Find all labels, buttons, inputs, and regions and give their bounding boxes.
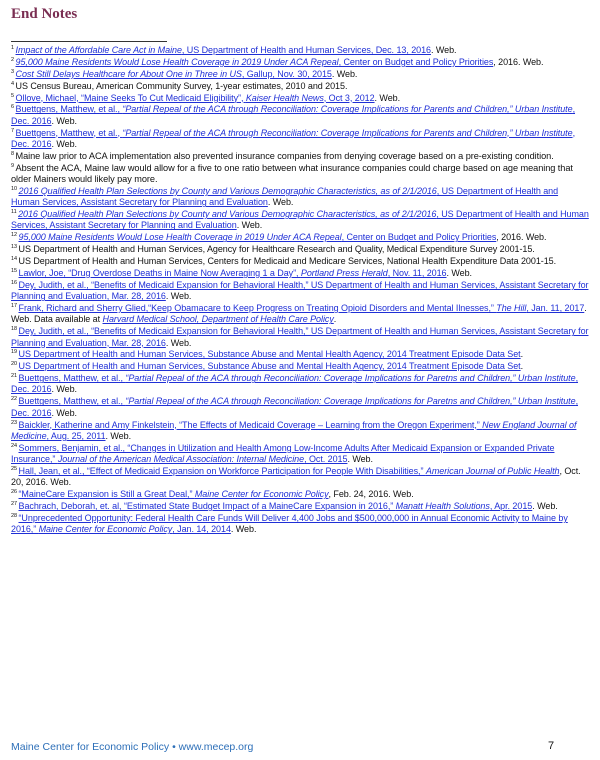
endnote-16 <box>11 280 589 303</box>
endnote-28 <box>11 513 589 536</box>
citation-link[interactable]: Maine Center for Economic Policy <box>194 489 329 500</box>
citation-link[interactable]: Dey, Judith, et al., “Benefits of Medicaid Expansion for Behavioral Health,” US Department of Health and Human Services, Assistant Secretary for Planning and Evaluation, Mar. 28, 2016 <box>11 326 589 348</box>
citation-text: . <box>520 349 524 360</box>
page-title: End Notes <box>11 6 78 22</box>
endnote-number: 8 <box>11 150 14 157</box>
endnote-5 <box>11 93 589 104</box>
citation-link[interactable]: “Partial Repeal of the ACA through Reconciliation: Coverage Implications for Paretns and Children,” Urban Institute <box>125 373 576 384</box>
citation-link[interactable]: Portland Press Herald <box>300 267 388 278</box>
endnote-number: 22 <box>11 396 17 403</box>
endnote-9 <box>11 163 589 186</box>
citation-link[interactable]: US Department of Health and Human Services, Substance Abuse and Mental Health Agency, 2014 Treatment Episode Data Set <box>18 349 521 360</box>
endnote-number: 28 <box>11 512 17 519</box>
endnote-15 <box>11 268 589 279</box>
citation-link[interactable]: , US Department of Health and Human Services, Dec. 13, 2016 <box>181 45 431 55</box>
endnote-number: 11 <box>11 209 17 216</box>
citation-text: . Web. <box>165 291 192 302</box>
endnote-number: 21 <box>11 373 17 380</box>
citation-link[interactable]: US Department of Health and Human Services, Substance Abuse and Mental Health Agency, 2014 Treatment Episode Data Set <box>18 361 521 372</box>
citation-text: . Web. <box>165 337 192 348</box>
citation-link[interactable]: Manatt Health Solutions <box>395 501 490 512</box>
citation-text: . Web. <box>374 92 401 103</box>
citation-link[interactable]: , Dec. 2016 <box>11 104 576 126</box>
endnote-number: 24 <box>11 442 17 449</box>
citation-link[interactable]: Kaiser Health News <box>245 92 324 103</box>
endnote-22 <box>11 396 589 419</box>
citation-link[interactable]: , Dec. 2016 <box>11 396 579 418</box>
endnote-number: 5 <box>11 92 14 99</box>
citation-link[interactable]: “Partial Repeal of the ACA through Reconciliation: Coverage Implications for Paretns and Children,” Urban Institute <box>125 396 576 407</box>
citation-text: . Web. <box>347 454 373 465</box>
citation-text: . Web. <box>230 524 257 535</box>
endnote-11 <box>11 209 589 232</box>
citation-link[interactable]: Sommers, Benjamin, et al., “Changes in Utilization and Health Among Low-Income Adults After Medicaid Expansion or Expanded Private Insurance,” <box>11 442 555 465</box>
endnote-number: 10 <box>11 185 17 192</box>
citation-link[interactable]: “Partial Repeal of the ACA through Reconciliation: Coverage Implications for Parents and Children,” Urban Institute <box>122 127 573 138</box>
endnote-26 <box>11 489 589 500</box>
citation-text: , 2016. Web. <box>496 232 547 243</box>
citation-link[interactable]: , Oct 3, 2012 <box>323 92 375 103</box>
citation-link[interactable]: Harvard Medical School, Department of Health Care Policy <box>102 314 334 325</box>
citation-link[interactable]: 95,000 Maine Residents Would Lose Health Coverage in 2019 Under ACA Repeal <box>15 56 339 67</box>
endnote-number: 19 <box>11 349 17 356</box>
citation-text: . Web. <box>51 138 77 149</box>
citation-text: . <box>333 314 337 325</box>
endnote-24 <box>11 443 589 466</box>
endnote-number: 16 <box>11 279 17 286</box>
citation-link[interactable]: Journal of the American Medical Association: Internal Medicine <box>57 454 305 465</box>
endnote-number: 4 <box>11 80 14 87</box>
citation-text: . Web. <box>267 197 294 208</box>
citation-link[interactable]: “Partial Repeal of the ACA through Reconciliation: Coverage Implications for Parents and Children,” Urban Institute <box>122 104 573 115</box>
endnote-3 <box>11 69 589 80</box>
citation-link[interactable]: , Center on Budget and Policy Priorities <box>338 56 494 67</box>
endnote-14 <box>11 256 589 267</box>
endnote-4 <box>11 81 589 92</box>
endnote-number: 6 <box>11 104 14 111</box>
citation-link[interactable]: Buettgens, Matthew, et al., <box>18 373 126 384</box>
endnote-13 <box>11 244 589 255</box>
citation-link[interactable]: 95,000 Maine Residents Would Lose Health Coverage in 2019 Under ACA Repeal <box>18 232 342 243</box>
endnote-number: 27 <box>11 501 17 508</box>
citation-text: . Web. <box>51 115 77 126</box>
citation-link[interactable]: Maine Center for Economic Policy <box>38 524 173 535</box>
endnote-number: 13 <box>11 244 17 251</box>
footer-org: Maine Center for Economic Policy • www.mecep.org <box>11 741 254 753</box>
citation-link[interactable]: “MaineCare Expansion is Still a Great Deal,” <box>18 489 195 500</box>
citation-link[interactable]: , Nov. 11, 2016 <box>387 267 447 278</box>
citation-text: . Web. <box>105 430 132 441</box>
endnote-27 <box>11 501 589 512</box>
citation-link[interactable]: , Gallup, Nov. 30, 2015 <box>241 68 332 79</box>
endnote-number: 14 <box>11 256 17 263</box>
citation-text: Absent the ACA, Maine law would allow for a five to one ratio between what insurance companies could charge based on age meaning that older Mainers would likely pay more. <box>11 162 573 185</box>
endnote-number: 26 <box>11 489 17 496</box>
endnote-21 <box>11 373 589 396</box>
citation-link[interactable]: , Aug. 25, 2011 <box>46 430 106 441</box>
citation-text: . Web. Data available at <box>11 303 587 325</box>
citation-link[interactable]: , Dec. 2016 <box>11 127 576 149</box>
endnote-number: 1 <box>11 45 14 51</box>
citation-link[interactable]: Buettgens, Matthew, et al., <box>15 104 123 115</box>
citation-link[interactable]: Cost Still Delays Healthcare for About One in Three in US <box>15 68 242 79</box>
endnote-25 <box>11 466 589 489</box>
citation-text: . Web. <box>51 407 77 418</box>
citation-link[interactable]: Dey, Judith, et al., “Benefits of Medicaid Expansion for Behavioral Health,” US Department of Health and Human Services, Assistant Secretary for Planning and Evaluation, Mar. 28, 2016 <box>11 279 589 302</box>
citation-link[interactable]: 2016 Qualified Health Plan Selections by County and Various Demographic Characteristics, as of 2/1/2016 <box>18 209 437 220</box>
citation-text: Maine law prior to ACA implementation also prevented insurance companies from denying coverage based on a pre-existing condition. <box>15 150 554 161</box>
citation-text: . <box>520 361 524 372</box>
endnote-number: 12 <box>11 232 17 239</box>
citation-text: , 2016. Web. <box>493 56 544 67</box>
citation-text: US Department of Health and Human Services, Agency for Healthcare Research and Quality, Medical Expenditure Survey 2001-15. <box>18 244 535 255</box>
citation-link[interactable]: American Journal of Public Health <box>425 465 560 476</box>
citation-link[interactable]: 2016 Qualified Health Plan Selections by County and Various Demographic Characteristics, as of 2/1/2016 <box>18 185 437 196</box>
citation-link[interactable]: , US Department of Health and Human Services, Assistant Secretary for Planning and Evaluation <box>11 185 559 208</box>
endnote-number: 2 <box>11 56 14 63</box>
citation-link[interactable]: Baickler, Katherine and Amy Finkelstein, “The Effects of Medicaid Coverage – Learning from the Oregon Experiment,” <box>18 419 483 430</box>
endnote-1 <box>11 45 589 56</box>
citation-text: US Department of Health and Human Services, Centers for Medicaid and Medicare Services, National Health Expenditure Data 2001-15. <box>18 256 557 267</box>
citation-text: . Web. <box>446 267 472 278</box>
citation-text: . Web. <box>331 68 358 79</box>
endnote-23 <box>11 420 589 443</box>
citation-link[interactable]: Frank, Richard and Sherry Glied,“Keep Obamacare to Keep Progress on Treating Opioid Disorders and Mental Ilnesses,” <box>18 303 497 314</box>
endnote-18 <box>11 326 589 349</box>
citation-link[interactable]: , US Department of Health and Human Services, Assistant Secretary for Planning and Evaluation <box>11 209 589 231</box>
endnote-2 <box>11 57 589 68</box>
citation-link[interactable]: , Center on Budget and Policy Priorities <box>341 232 497 243</box>
citation-link[interactable]: , Oct. 2015 <box>304 454 348 465</box>
endnote-number: 7 <box>11 127 14 134</box>
citation-text: . Web. <box>532 501 558 512</box>
endnote-number: 9 <box>11 162 14 169</box>
citation-link[interactable]: , Jan. 11, 2017 <box>526 303 585 314</box>
endnote-19 <box>11 349 589 360</box>
endnote-12 <box>11 232 589 243</box>
footnote-separator <box>11 41 167 42</box>
citation-link[interactable]: Buettgens, Matthew, et al., <box>18 396 126 407</box>
citation-link[interactable]: , Apr. 2015 <box>489 501 533 512</box>
endnote-10 <box>11 186 589 209</box>
citation-text: . Web. <box>51 384 77 395</box>
endnote-number: 25 <box>11 465 17 472</box>
endnote-8 <box>11 151 589 162</box>
citation-link[interactable]: Buettgens, Matthew, et al., <box>15 127 123 138</box>
endnote-number: 3 <box>11 68 14 75</box>
page-number: 7 <box>548 740 555 752</box>
endnote-number: 17 <box>11 303 17 310</box>
citation-link[interactable]: Ollove, Michael, “Maine Seeks To Cut Medicaid Eligibility”, <box>15 92 246 103</box>
citation-link[interactable]: Impact of the Affordable Care Act in Maine <box>15 45 182 55</box>
citation-link[interactable]: The Hill <box>496 303 527 314</box>
endnote-number: 15 <box>11 267 17 274</box>
citation-link[interactable]: New England Journal of Medicine <box>11 419 577 441</box>
citation-link[interactable]: Lawlor, Joe, “Drug Overdose Deaths in Maine Now Averaging 1 a Day”, <box>18 267 301 278</box>
endnote-6 <box>11 104 589 127</box>
citation-text: . Web. <box>236 220 263 231</box>
citation-link[interactable]: “Unprecedented Opportunity: Federal Health Care Funds Will Deliver 4,400 Jobs and $500,000,000 in Annual Economic Activity to Maine by 2016,” <box>11 512 568 535</box>
endnote-17 <box>11 303 589 326</box>
endnote-number: 23 <box>11 419 17 426</box>
citation-link[interactable]: Bachrach, Deborah, et. al, “Estimated State Budget Impact of a MaineCare Expansion in 2016,” <box>18 501 396 512</box>
endnote-7 <box>11 128 589 151</box>
citation-text: . Web. <box>431 45 457 55</box>
citation-link[interactable]: , Jan. 14, 2014 <box>172 524 231 535</box>
citation-link[interactable]: , Dec. 2016 <box>11 373 579 395</box>
endnote-number: 20 <box>11 361 17 368</box>
endnote-20 <box>11 361 589 372</box>
citation-text: , Oct. 20, 2016. Web. <box>11 465 581 488</box>
endnotes-list <box>11 45 589 536</box>
citation-text: US Census Bureau, American Community Survey, 1-year estimates, 2010 and 2015. <box>15 80 348 91</box>
endnote-number: 18 <box>11 326 17 333</box>
citation-text: , Feb. 24, 2016. Web. <box>328 489 414 500</box>
citation-link[interactable]: Hall, Jean, et al., “Effect of Medicaid Expansion on Workforce Participation for People With Disabilities,” <box>18 465 426 476</box>
